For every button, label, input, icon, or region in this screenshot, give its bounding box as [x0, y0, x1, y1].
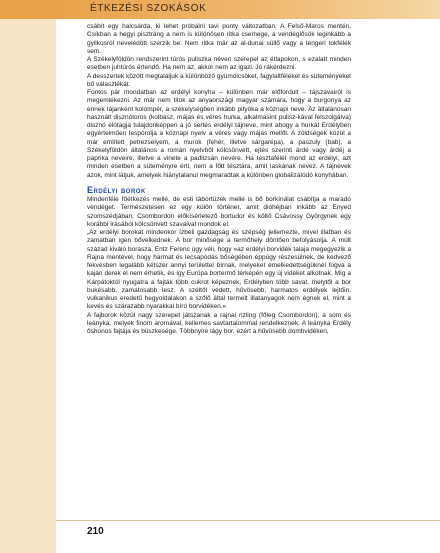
footer-divider [56, 520, 440, 521]
paragraph: Mindenféle főétkezés mellé, de esti tábortüzek mellé is bő borkínálat csábítja a maradó vendéget. Természetesen ez egy külön történet, amit dióhéjban inkább az Enyed szomszédjában, Csombordon előkísérletező bortudor és költő Csávossy Györgynek egy korábbi írásából kölcsönvett szavaival mondok el. [87, 196, 351, 228]
text-column [87, 23, 351, 336]
paragraph: Fontos pár mondatban az erdélyi konyha – különben már előfordult – tájszavairól is megemlékezni. Az már nem titok az anyaországi magyar számára, hogy a burgonya az ennek tájanként kolompér, a székelységben inkább pityóka a köznapi neve. Az általánosan használt disznótoros (kolbász, májas és véres hurka, alkalmasint pulisz-kával felszolgálva) disznó elótagja tulajdonképpen a jó sertés erdélyi tájneve, mint ahogy a hurkát Erdélyben egyértelműen lespórolja a köznapi nyelv a véres vagy májas mellől. A zöldségek közül a már említett petrezselyem, a murok (fehér, illetve sárgarépa), a paszuly (bab), a Székelyföldön általános a román nyelvből kölcsönvett, ejtés szerinti árdé vagy árdéj a paprika neveire, illetve a vinete a padlizsán nevére. Ha tésztafélét mond az erdélyi, azt minden esetben a süteményre érti, nem a főtt tésztára, amit laskának nevez. A tájnevek azok, mint látjuk, amelyek hiánytalanul megmaradtak a különben globalizálódó konyhában. [87, 89, 351, 179]
paragraph: A desszertek között megtaláljuk a különböző gyümölcsöket, fagylaltféléket és süteményeket bő választékát. [87, 72, 351, 88]
paragraph: csábít egy halcsárda, ki lehet próbálni tavi ponty változatban. A Felső-Maros mentén, Csíkban a hegyi pisztráng a nem is különösen ritka csemege, a vendéglősök leginkább a gyilkosról nevelédött szerzik be. Nem ritka már az al-dunai süllő vagy a tengeri tokfélék sem. [87, 23, 351, 55]
side-color-band [0, 0, 56, 553]
section-heading: Erdélyi borok [87, 184, 146, 195]
running-header-title: ÉTKEZÉSI SZOKÁSOK [90, 3, 207, 14]
paragraph: A fajborok közül nagy szerepet játszanak a rajnai rizling (főleg Csombordon), a som és leányka, melyek finom aromával, kellemes savtartalommal rendelkeznek. A leányka Erdély őshonos fajtája és büszkesége. Többnyire lágy bor, ezért a hűvösebb dombvidéken, [87, 311, 351, 335]
header-left-block [0, 0, 56, 19]
paragraph: „Az erdélyi borokat mindenkor ízbeli gazdagság és szépség jellemezte, mível illatban és zamatban igen bővelkednek. A bor minősége a termőhely döntően befolyásolja. A múlt század kiváló borásza, Entz Ferenc úgy véli, hogy »az erdélyi borvidék talaja megegyezik a Rajna mentével, hogy harmat és lecsapódás bőségében éppúgy részesülnek, de kedvező fekvésben legalább kétszer annyi területtel bírnak, melyeket emelkedettségüknél fogva a kaján derek el nem érhetik, és így Európa bortermő térképén egy új vidéket alkotnak. Míg a Kárpátoktól nyugatra a fajták több cukrot képeznek, Erdélyben több savat, melytől a bor bukésabb, zamatosabb lesz. A széltől védett, hűvösebb, harmatos erdélyek lejtőin, vulkanikus eredetű hegyoldalakon a szőlő által termelt illatanyagok nem égnek el, mint a kevés és szárazabb nyarakkal bíró borvidéken.« [87, 229, 351, 311]
paragraph: A Székelyföldön rendszerint túrós puliszka néven szerepel az étlapokon, s ezalatt minden esetben juhtúrós értendő. Ha nem az, akkor nem az igazi. Jó rákérdezni. [87, 56, 351, 72]
page-number: 210 [87, 526, 104, 537]
